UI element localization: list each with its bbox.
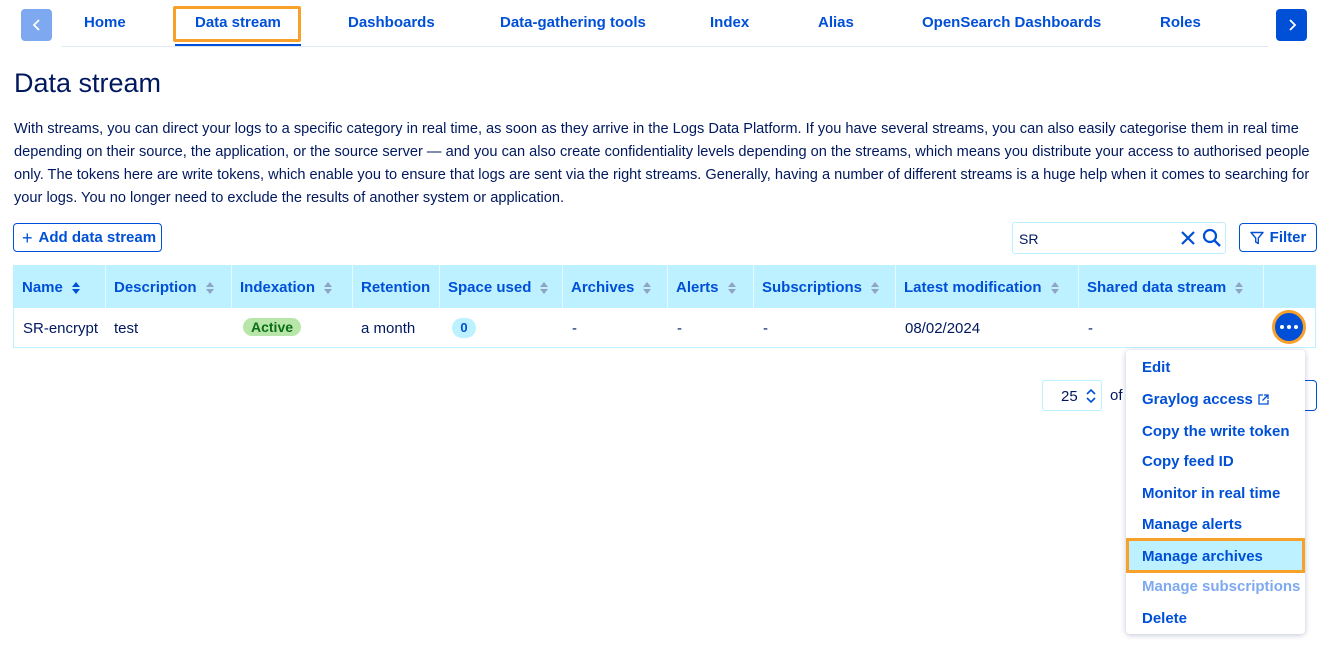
search-field[interactable] — [1012, 222, 1226, 254]
column-header-label: Subscriptions — [762, 279, 863, 296]
top-navigation — [0, 0, 1324, 50]
cell-description: test — [114, 320, 139, 337]
nav-prev-button[interactable] — [21, 9, 52, 41]
chevron-left-icon — [31, 19, 43, 31]
menu-item-label: Graylog access — [1142, 391, 1253, 408]
cell-retention: a month — [361, 320, 416, 337]
per-page-select[interactable] — [1042, 380, 1102, 411]
sort-icon — [206, 281, 216, 295]
column-header-alerts[interactable] — [676, 279, 738, 296]
pagination-of-label: of — [1110, 387, 1123, 404]
column-header-label: Alerts — [676, 279, 719, 296]
tab-roles[interactable]: Roles — [1160, 14, 1201, 31]
column-divider — [667, 265, 668, 308]
column-header-subscriptions[interactable] — [762, 279, 881, 296]
table-row — [13, 308, 1316, 348]
per-page-value: 25 — [1061, 388, 1078, 405]
column-divider — [895, 265, 896, 308]
cell-archives: - — [572, 320, 577, 337]
filter-button[interactable] — [1239, 223, 1317, 252]
menu-item-manage-alerts[interactable]: Manage alerts — [1142, 516, 1243, 533]
status-badge: Active — [243, 318, 301, 336]
sort-icon — [540, 281, 550, 295]
column-header-latest-modification[interactable] — [904, 279, 1061, 296]
column-header-label: Description — [114, 279, 197, 296]
active-tab-indicator — [175, 44, 301, 46]
more-icon — [1280, 325, 1298, 329]
add-data-stream-label: Add data stream — [38, 229, 157, 246]
menu-item-copy-write-token[interactable]: Copy the write token — [1142, 423, 1290, 440]
menu-item-delete[interactable]: Delete — [1142, 610, 1188, 627]
column-header-description[interactable] — [114, 279, 216, 296]
menu-item-manage-subscriptions: Manage subscriptions — [1142, 578, 1301, 595]
menu-item-monitor-real-time[interactable]: Monitor in real time — [1142, 485, 1281, 502]
column-header-label: Indexation — [240, 279, 316, 296]
column-header-label: Latest modification — [904, 279, 1042, 296]
column-header-label: Retention — [361, 279, 431, 296]
tab-index[interactable]: Index — [710, 14, 750, 31]
column-header-space-used[interactable] — [448, 279, 550, 296]
tab-highlight-box — [173, 6, 301, 42]
filter-icon — [1250, 231, 1264, 245]
cell-subscriptions: - — [763, 320, 768, 337]
column-header-label: Name — [22, 279, 63, 296]
search-icon[interactable] — [1202, 228, 1222, 248]
space-used-badge: 0 — [452, 318, 476, 338]
sort-icon — [72, 281, 82, 295]
column-divider — [1078, 265, 1079, 308]
close-icon[interactable] — [1179, 228, 1197, 248]
tab-alias[interactable]: Alias — [818, 14, 854, 31]
external-link-icon — [1258, 394, 1269, 405]
menu-item-copy-feed-id[interactable]: Copy feed ID — [1142, 453, 1234, 470]
column-header-label: Shared data stream — [1087, 279, 1227, 296]
column-divider — [1263, 265, 1264, 308]
column-divider — [562, 265, 563, 308]
chevron-right-icon — [1286, 19, 1298, 31]
tab-opensearch-dashboards[interactable]: OpenSearch Dashboards — [922, 14, 1102, 31]
column-header-retention — [361, 279, 430, 296]
column-header-label: Space used — [448, 279, 532, 296]
cell-shared-data-stream: - — [1088, 320, 1093, 337]
filter-label: Filter — [1269, 229, 1307, 246]
page-title: Data stream — [14, 68, 162, 98]
chevron-updown-icon — [1085, 388, 1097, 404]
tab-data-gathering-tools[interactable]: Data-gathering tools — [500, 14, 646, 31]
tab-data-stream[interactable]: Data stream — [195, 14, 281, 31]
cell-alerts: - — [677, 320, 682, 337]
table-header — [13, 265, 1316, 308]
nav-next-button[interactable] — [1276, 9, 1307, 41]
sort-icon — [728, 281, 738, 295]
tab-home[interactable]: Home — [84, 14, 126, 31]
add-data-stream-button[interactable] — [13, 223, 162, 252]
column-divider — [753, 265, 754, 308]
row-actions-button[interactable] — [1272, 310, 1306, 344]
sort-icon — [1051, 281, 1061, 295]
cell-latest-modification: 08/02/2024 — [905, 320, 981, 337]
plus-icon: + — [22, 227, 33, 248]
menu-item-manage-archives[interactable]: Manage archives — [1142, 548, 1263, 565]
column-header-indexation[interactable] — [240, 279, 334, 296]
column-divider — [105, 265, 106, 308]
column-header-label: Archives — [571, 279, 635, 296]
sort-icon — [1235, 281, 1245, 295]
menu-item-graylog-access[interactable] — [1142, 391, 1269, 408]
column-divider — [439, 265, 440, 308]
column-divider — [231, 265, 232, 308]
sort-icon — [324, 281, 334, 295]
tab-dashboards[interactable]: Dashboards — [348, 14, 435, 31]
sort-icon — [643, 281, 653, 295]
cell-name: SR-encrypt — [23, 320, 99, 337]
menu-item-edit[interactable]: Edit — [1142, 359, 1171, 376]
column-header-shared-data-stream[interactable] — [1087, 279, 1245, 296]
search-input[interactable] — [1019, 230, 1169, 248]
column-header-name[interactable] — [22, 279, 82, 296]
column-divider — [352, 265, 353, 308]
page-description: With streams, you can direct your logs to a specific category in real time, as soon as they arrive in the Logs Data Platform. If you have several streams, you can also easily categorise them in real time depending on their source, the application, or the source server — and you can also create confidentiality levels depending on the streams, which means you distribute your access to authorised people only. The tokens here are write tokens, which enable you to ensure that logs are sent via the right streams. Generally, having a number of different streams is a huge help when it comes to searching for your logs. You no longer need to exclude the results of another system or application. — [14, 121, 1310, 206]
sort-icon — [871, 281, 881, 295]
column-header-archives[interactable] — [571, 279, 653, 296]
